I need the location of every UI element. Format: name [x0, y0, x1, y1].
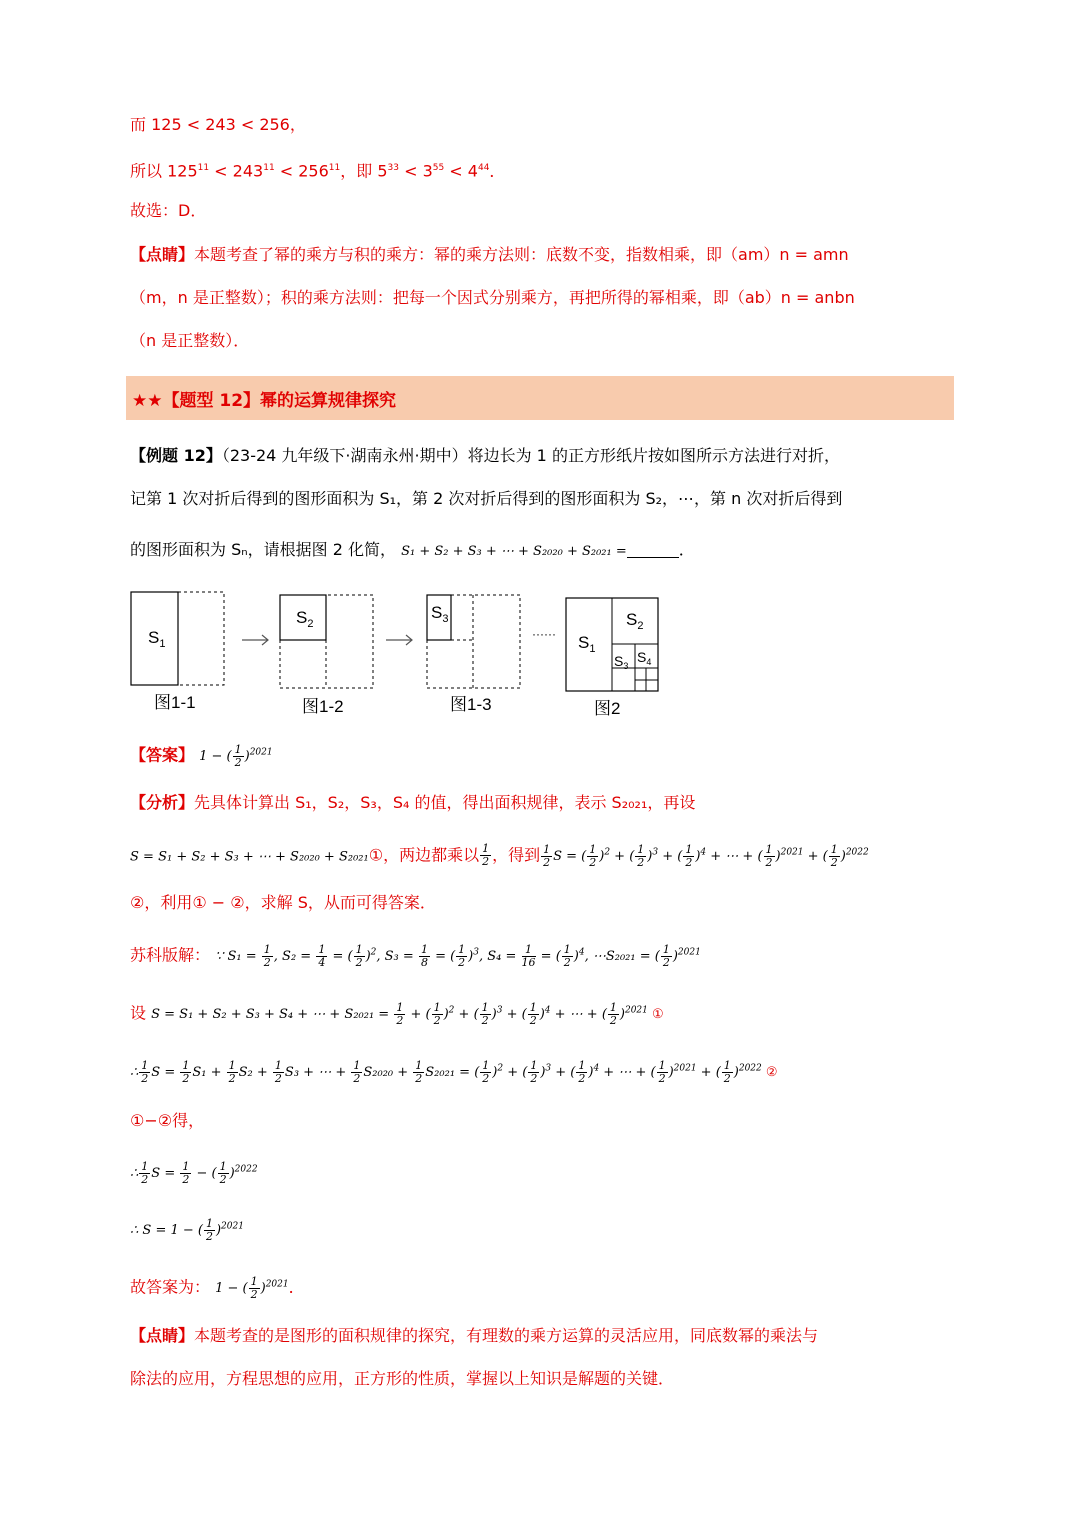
folding-figures [128, 588, 668, 718]
t: 11 [263, 163, 275, 173]
analysis-line-2: S = S₁ + S₂ + S₃ + ⋯ + S₂₀₂₀ + S₂₀₂₁①，两边都乘以 $\frac{1}{2}$ ，得到 $\frac{1}{2}$ S = ( $\frac{1}{2}$ )$^2$ + ( $\frac{1}{2}$ )$^3$ + ( $\frac{1}{2}$ )$^4$ + ⋯ + ( $\frac{1}{2}$ )$^{2021}$ + ( $\frac{1}{2}$ )$^{2022}$ [130, 842, 869, 870]
answer-blank [627, 543, 679, 558]
t: 的图形面积为 Sₙ，请根据图 2 化简， [130, 540, 396, 559]
fig-dots: ······ [532, 627, 556, 641]
fig1-1-caption: 图1-1 [154, 693, 196, 712]
t: （23-24 九年级下·湖南永州·期中）将边长为 1 的正方形纸片按如图所示方法进行对折， [221, 446, 840, 465]
t: 1 − ( [199, 749, 232, 765]
t: ． [489, 161, 506, 181]
t: 所以 125 [130, 161, 198, 181]
answer-tag: 【答案】 [130, 745, 195, 765]
answer-line [130, 740, 273, 770]
solution-line-3: ∴ $\frac{1}{2}$ S = $\frac{1}{2}$ S₁ + $\frac{1}{2}$ S₂ + $\frac{1}{2}$ S₃ + ⋯ + $\frac{1}{2}$ S₂₀₂₀ + $\frac{1}{2}$ S₂₀₂₁ = ( $\frac{1}{2}$ )$^2$ + ( $\frac{1}{2}$ )$^3$ + ( $\frac{1}{2}$ )$^4$ + ⋯ + ( $\frac{1}{2}$ )$^{2021}$ + ( $\frac{1}{2}$ )$^{2022}$ ② [130, 1059, 778, 1086]
fig2-caption: 图2 [594, 699, 621, 718]
frac: $\frac{1}{2}$ [234, 743, 242, 770]
t: ①，两边都乘以 [368, 845, 480, 865]
final-dianjing-line-2: 除法的应用，方程思想的应用，正方形的性质，掌握以上知识是解题的关键． [130, 1369, 675, 1388]
banner-title: ★★【题型 12】幂的运算规律探究 [132, 391, 397, 411]
example-tag: 【例题 12】 [130, 446, 222, 465]
t: 故答案为： [130, 1277, 211, 1297]
solution-line-2: 设 S = S₁ + S₂ + S₃ + S₄ + ⋯ + S₂₀₂₁ = $\frac{1}{2}$ + ( $\frac{1}{2}$ )$^2$ + ( $\frac{1}{2}$ )$^3$ + ( $\frac{1}{2}$ )$^4$ + ⋯ + ( $\frac{1}{2}$ )$^{2021}$ ① [130, 1001, 664, 1028]
fig2-s1-label: $S_1$ [578, 633, 596, 655]
t: 本题考查了幂的乘方与积的乘方：幂的乘方法则：底数不变，指数相乘，即（am）n = amn [194, 245, 849, 264]
text-line-3: 故选：D． [130, 201, 207, 220]
fig-s3-label: $S_3$ [431, 603, 449, 625]
section-banner [126, 376, 954, 420]
math: S₁ + S₂ + S₃ + ⋯ + S₂₀₂₀ + S₂₀₂₁ = [401, 544, 627, 559]
t: < 3 [398, 161, 433, 181]
example-line-1 [130, 443, 840, 469]
t: ，得到 [492, 845, 541, 865]
analysis-line-1 [130, 790, 695, 816]
t: ∴ [130, 1166, 139, 1182]
text-line-1: 而 125 < 243 < 256， [130, 115, 306, 134]
t: 11 [197, 163, 210, 173]
t: ． [288, 1277, 305, 1297]
math: S = S₁ + S₂ + S₃ + ⋯ + S₂₀₂₀ + S₂₀₂₁ [130, 849, 369, 865]
solution-line-4: ①−②得， [130, 1111, 205, 1130]
t: < 243 [209, 161, 264, 181]
t: ∴ [130, 1065, 139, 1081]
solution-line-1: 苏科版解： ∵ S₁ = $\frac{1}{2}$ , S₂ = $\frac{1}{4}$ = ( $\frac{1}{2}$ )$^2$, S₃ = $\frac{1}{8}$ = ( $\frac{1}{2}$ )$^3$, S₄ = $\frac{1}{16}$ = ( $\frac{1}{2}$ )$^4$, ⋯S₂₀₂₁ = ( $\frac{1}{2}$ )$^{2021}$ [130, 943, 701, 970]
t: 44 [477, 163, 490, 173]
solution-line-5: ∴ $\frac{1}{2}$ S = $\frac{1}{2}$ − ( $\frac{1}{2}$ )$^{2022}$ [130, 1160, 258, 1187]
fig-s1-label: $S_1$ [148, 628, 166, 650]
fig2-s2-label: $S_2$ [626, 610, 644, 632]
final-dianjing-line-1 [130, 1323, 818, 1349]
analysis-tag: 【分析】 [130, 793, 195, 812]
t: ∴ S = 1 − ( [130, 1223, 203, 1239]
t: S = ( [553, 849, 587, 865]
t: 11 [328, 163, 341, 173]
t: 设 [130, 1003, 147, 1023]
t: ) [244, 749, 250, 765]
fig1-2-caption: 图1-2 [302, 697, 344, 716]
dianjing-line-2: （m，n 是正整数）；积的乘方法则：把每一个因式分别乘方，再把所得的幂相乘，即（ab）n = anbn [130, 288, 855, 307]
answer-math [199, 743, 273, 770]
t: ② [765, 1065, 778, 1081]
analysis-line-3: ②，利用① − ②，求解 S，从而可得答案． [130, 893, 436, 912]
t: ① [652, 1007, 664, 1023]
fig2-s3-label: $S_3$ [614, 653, 629, 671]
fig-s2-label: $S_2$ [296, 608, 314, 630]
t: 33 [387, 163, 399, 173]
dianjing-line-3: （n 是正整数）． [130, 331, 250, 350]
example-line-3 [130, 537, 695, 565]
solution-line-6: ∴ S = 1 − ( $\frac{1}{2}$ )$^{2021}$ [130, 1217, 244, 1244]
t: 2021 [249, 748, 273, 758]
fig2-s4-label: $S_4$ [637, 649, 652, 667]
t: < 4 [444, 161, 478, 181]
t: 55 [432, 163, 445, 173]
t: < 256 [274, 161, 329, 181]
final-tag: 【点睛】 [130, 1326, 195, 1345]
text-line-2 [130, 155, 505, 184]
t: ，即 5 [340, 161, 388, 181]
t: ． [678, 540, 695, 559]
tag: 【点睛】 [130, 245, 195, 264]
fig1-1-dashed-rect [178, 592, 224, 685]
t: S = S₁ + S₂ + S₃ + S₄ + ⋯ + S₂₀₂₁ = [151, 1007, 390, 1023]
t: ∵ S₁ = [215, 949, 261, 965]
fig1-3-caption: 图1-3 [450, 695, 492, 714]
t: 本题考查的是图形的面积规律的探究，有理数的乘方运算的灵活应用，同底数幂的乘法与 [194, 1326, 819, 1345]
solution-tag: 苏科版解： [130, 945, 211, 965]
t: 先具体计算出 S₁，S₂，S₃，S₄ 的值，得出面积规律，表示 S₂₀₂₁，再设 [194, 793, 696, 812]
solution-line-7: 故答案为： 1 − ( $\frac{1}{2}$ )$^{2021}$． [130, 1275, 305, 1302]
example-line-2: 记第 1 次对折后得到的图形面积为 S₁，第 2 次对折后得到的图形面积为 S₂，⋯，第 n 次对折后得到 [130, 489, 843, 508]
dianjing-line-1 [130, 242, 849, 268]
